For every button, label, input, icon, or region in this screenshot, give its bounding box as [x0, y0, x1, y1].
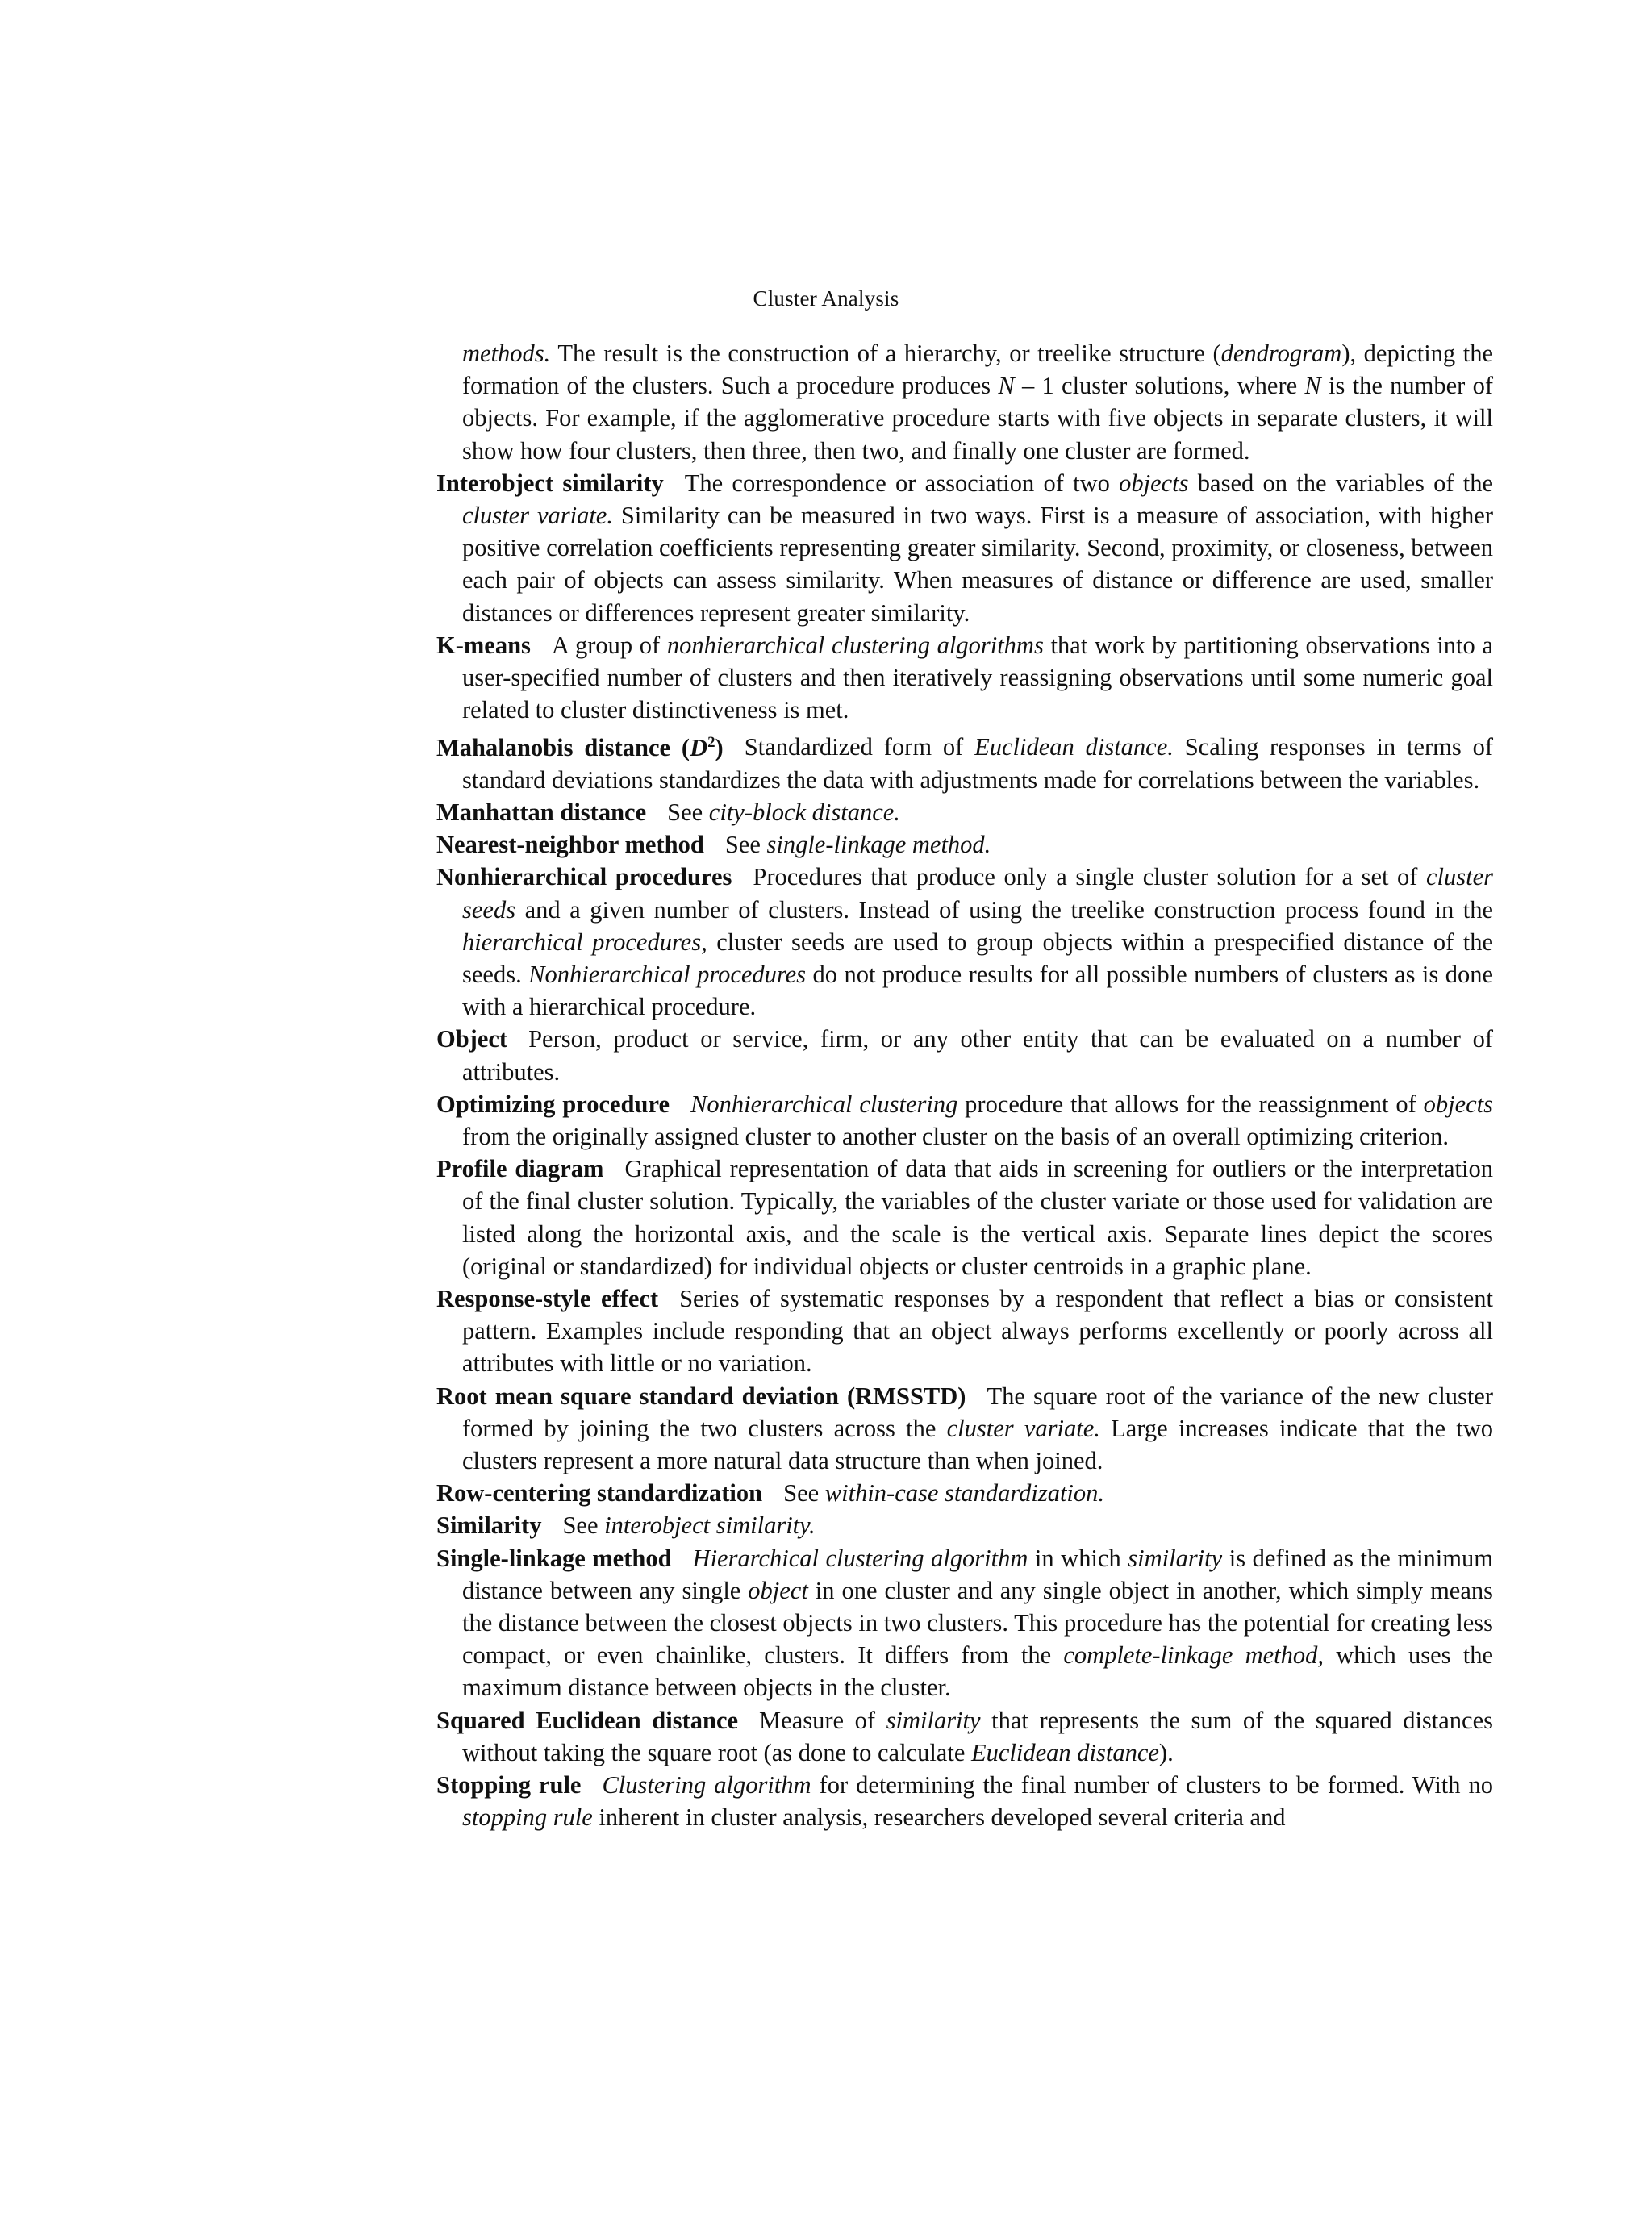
glossary-term: Manhattan distance: [436, 799, 647, 826]
glossary-definition: A group of nonhierarchical clustering algorithms that work by partitioning observations into a user-specified number of clusters and then iteratively reassigning observations until some numeric goal related to cluster distinctiveness is met.: [462, 631, 1493, 724]
glossary-term: Squared Euclidean distance: [436, 1706, 739, 1734]
glossary-definition: Nonhierarchical clustering procedure that allows for the reassignment of objects from the originally assigned cluster to another cluster on the basis of an overall optimizing criterion.: [462, 1090, 1493, 1151]
glossary-term: Optimizing procedure: [436, 1090, 670, 1118]
glossary-entry: [436, 629, 1493, 727]
glossary-term: Nearest-neighbor method: [436, 831, 704, 859]
glossary-entry: [436, 828, 1493, 861]
glossary-term: Root mean square standard deviation (RMSSTD): [436, 1382, 966, 1410]
glossary-definition: See interobject similarity.: [562, 1512, 816, 1540]
glossary-term: Profile diagram: [436, 1155, 604, 1183]
glossary-definition: Measure of similarity that represents the sum of the squared distances without taking the square root (as done to calculate Euclidean distance).: [462, 1706, 1493, 1766]
glossary-term: Nonhierarchical procedures: [436, 863, 732, 891]
glossary-entry: [436, 1023, 1493, 1087]
glossary-definition: Clustering algorithm for determining the final number of clusters to be formed. With no stopping rule inherent in cluster analysis, researchers developed several criteria and: [462, 1771, 1494, 1832]
glossary-entry: [436, 467, 1493, 629]
glossary-entry: [436, 861, 1493, 1023]
glossary-definition: Procedures that produce only a single cluster solution for a set of cluster seeds and a given number of clusters. Instead of using the treelike construction process found in the hierarchical procedures, cluster seeds are used to group objects within a prespecified distance of the seeds. Nonhierarchical procedures do not produce results for all possible numbers of clusters as is done with a hierarchical procedure.: [462, 863, 1493, 1021]
glossary-entry: [436, 1769, 1493, 1833]
glossary-entry: [436, 1704, 1493, 1769]
glossary-definition: Standardized form of Euclidean distance. Scaling responses in terms of standard deviations standardizes the data with adjustments made for correlations between the variables.: [462, 733, 1493, 794]
glossary-entry: [436, 1542, 1493, 1704]
glossary-definition: methods. The result is the construction of a hierarchy, or treelike structure (dendrogram), depicting the formation of the clusters. Such a procedure produces N – 1 cluster solutions, where N is the number of objects. For example, if the agglomerative procedure starts with five objects in separate clusters, it will show how four clusters, then three, then two, and finally one cluster are formed.: [462, 340, 1493, 465]
glossary-entry: [436, 726, 1493, 796]
glossary-term: Single-linkage method: [436, 1544, 672, 1572]
glossary-term: Similarity: [436, 1512, 542, 1540]
glossary-entry-continued: [436, 337, 1493, 467]
glossary-term: K-means: [436, 631, 531, 659]
glossary-term: Row-centering standardization: [436, 1479, 763, 1507]
glossary-term: Interobject similarity: [436, 469, 664, 497]
glossary-definition: The correspondence or association of two objects based on the variables of the cluster variate. Similarity can be measured in two ways. First is a measure of association, with higher positive correlation coefficients representing greater similarity. Second, proximity, or closeness, between each pair of objects can assess similarity. When measures of distance or difference are used, smaller distances or differences represent greater similarity.: [462, 469, 1494, 627]
glossary-term: Object: [436, 1025, 508, 1053]
glossary-term: Response-style effect: [436, 1285, 659, 1313]
glossary-entry: [436, 1380, 1493, 1478]
glossary-entry: [436, 796, 1493, 828]
glossary-definition: Series of systematic responses by a respondent that reflect a bias or consistent pattern. Examples include responding that an object always performs excellently or poorly across all attributes with little or no variation.: [462, 1285, 1494, 1378]
glossary-entry: [436, 1509, 1493, 1541]
running-head: Cluster Analysis: [753, 286, 899, 311]
glossary-entry: [436, 1477, 1493, 1509]
glossary-definition: Graphical representation of data that aids in screening for outliers or the interpretation of the final cluster solution. Typically, the variables of the cluster variate or those used for validation are listed along the horizontal axis, and the scale is the vertical axis. Separate lines depict the scores (original or standardized) for individual objects or cluster centroids in a graphic plane.: [462, 1155, 1493, 1280]
glossary-definition: See single-linkage method.: [724, 831, 991, 859]
glossary-definition: See city-block distance.: [667, 799, 900, 826]
glossary-definition: Person, product or service, firm, or any other entity that can be evaluated on a number of attributes.: [462, 1025, 1493, 1086]
glossary-term: Stopping rule: [436, 1771, 582, 1799]
glossary-definition: Hierarchical clustering algorithm in which similarity is defined as the minimum distance between any single object in one cluster and any single object in another, which simply means the distance between the closest objects in two clusters. This procedure has the potential for creating less compact, or even chainlike, clusters. It differs from the complete-linkage method, which uses the maximum distance between objects in the cluster.: [462, 1544, 1493, 1702]
glossary-entry: [436, 1088, 1493, 1153]
glossary-term: Mahalanobis distance $(D^2)$: [436, 733, 724, 761]
glossary-entry: [436, 1282, 1493, 1380]
glossary-definition: See within-case standardization.: [783, 1479, 1105, 1507]
glossary-body: [436, 337, 1493, 1834]
glossary-definition: The square root of the variance of the new cluster formed by joining the two clusters across the cluster variate. Large increases indicate that the two clusters represent a more natural data structure than when joined.: [462, 1382, 1493, 1475]
glossary-entry: [436, 1153, 1493, 1282]
